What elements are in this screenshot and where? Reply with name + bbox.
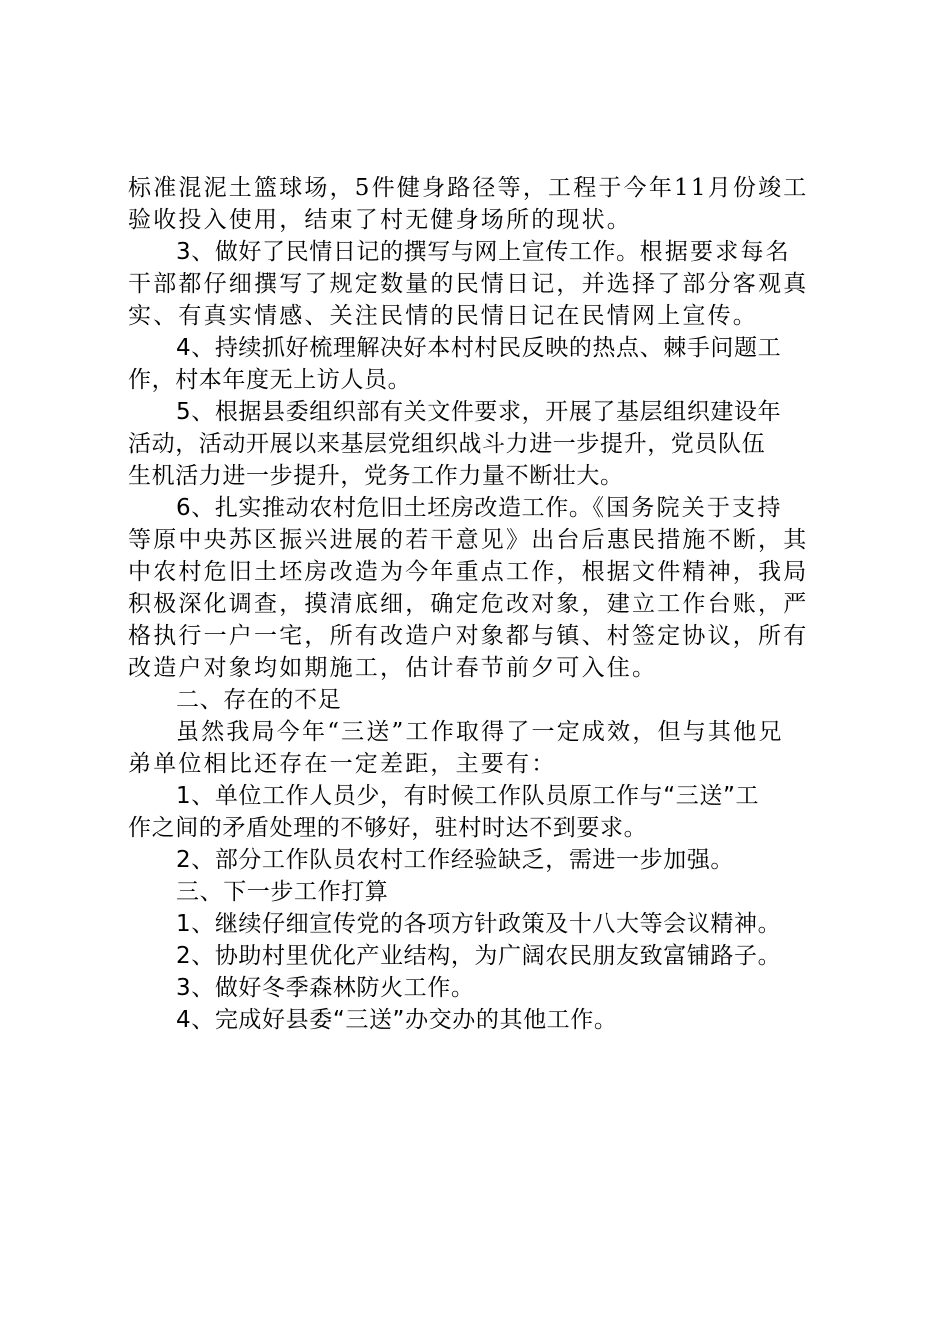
text-run: 根据要求每名: [639, 239, 791, 265]
text-line: 干部都仔细撰写了规定数量的民情日记，并选择了部分客观真: [128, 271, 809, 297]
text-line: 中农村危旧土坯房改造为今年重点工作，根据文件精神，我局: [128, 559, 809, 585]
text-line: 5、根据县委组织部有关文件要求，开展了基层组织建设年: [176, 399, 782, 425]
paragraph-plan-1: [128, 908, 828, 940]
text-line: 4、持续抓好梳理解决好本村村民反映的热点、棘手问题工: [176, 335, 782, 361]
paragraph-shortcomings-intro: [128, 716, 828, 780]
text-line: 实、有真实情感、关注民情的民情日记在民情网上宣传。: [128, 303, 758, 329]
paragraph-item-4: [128, 332, 828, 396]
text-line: 4、完成好县委“三送”办交办的其他工作。: [176, 1007, 618, 1033]
item-heading: 3、做好了民情日记的撰写与网上宣传工作。: [176, 239, 640, 265]
paragraph-plan-4: [128, 1004, 828, 1036]
paragraph-gap-2: [128, 844, 828, 876]
text-line: 作之间的矛盾处理的不够好，驻村时达不到要求。: [128, 815, 648, 841]
text-line: 三、下一步工作打算: [176, 879, 389, 905]
paragraph-item-5: [128, 396, 828, 492]
text-line: 格执行一户一宅，所有改造户对象都与镇、村签定协议，所有: [128, 623, 809, 649]
text-line: 改造户对象均如期施工，估计春节前夕可入住。: [128, 655, 658, 681]
paragraph-plan-3: [128, 972, 828, 1004]
paragraph-plan-2: [128, 940, 828, 972]
text-line: 二、存在的不足: [176, 687, 342, 713]
paragraph-item-3: [128, 236, 828, 332]
text-line: 2、部分工作队员农村工作经验缺乏，需进一步加强。: [176, 847, 735, 873]
text-line: 1、继续仔细宣传党的各项方针政策及十八大等会议精神。: [176, 911, 782, 937]
text-line: 活动，活动开展以来基层党组织战斗力进一步提升，党员队伍: [128, 431, 766, 457]
section-heading-next-steps: [128, 876, 828, 908]
text-line: 虽然我局今年“三送”工作取得了一定成效，但与其他兄: [176, 719, 784, 745]
paragraph-item-6: [128, 492, 828, 684]
item-heading: 6、扎实推动农村危旧土坯房改造工作。: [176, 495, 593, 521]
text-line: 3、做好冬季森林防火工作。: [176, 975, 475, 1001]
text-line: 2、协助村里优化产业结构，为广阔农民朋友致富铺路子。: [176, 943, 782, 969]
paragraph-continuation: [128, 172, 828, 236]
paragraph-gap-1: [128, 780, 828, 844]
text-line: 积极深化调查，摸清底细，确定危改对象，建立工作台账，严: [128, 591, 809, 617]
section-heading-shortcomings: [128, 684, 828, 716]
text-line: 弟单位相比还存在一定差距，主要有：: [128, 751, 557, 777]
text-line: 验收投入使用，结束了村无健身场所的现状。: [128, 207, 632, 233]
document-page: [128, 172, 828, 1036]
text-line: 标准混泥土篮球场，5件健身路径等，工程于今年11月份竣工: [128, 175, 809, 201]
text-line: 1、单位工作人员少，有时候工作队员原工作与“三送”工: [176, 783, 760, 809]
text-line: 生机活力进一步提升，党务工作力量不断壮大。: [128, 463, 624, 489]
text-run: 《国务院关于支持: [592, 495, 783, 521]
text-line: 等原中央苏区振兴进展的若干意见》出台后惠民措施不断，其: [128, 527, 809, 553]
text-line: 作，村本年度无上访人员。: [128, 367, 412, 393]
